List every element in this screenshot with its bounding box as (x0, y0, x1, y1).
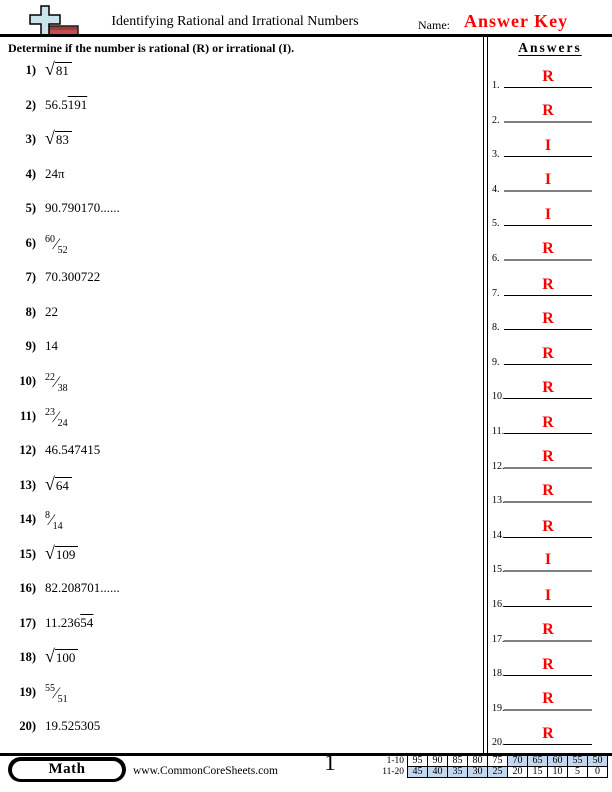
problem-row (8, 338, 468, 366)
fraction-numerator: 8 (45, 510, 50, 522)
problem-row (8, 373, 468, 401)
answer-number: 3. (492, 149, 500, 161)
answer-number: 1. (492, 80, 500, 91)
subject-badge-label: Math (11, 760, 123, 780)
problem-number: 15) (19, 546, 36, 561)
problem-row (8, 646, 468, 677)
problem-row (8, 442, 468, 470)
answer-value: R (542, 517, 554, 535)
score-cell: 30 (467, 766, 488, 778)
answer-row (488, 578, 612, 610)
answer-number: 12. (492, 460, 505, 472)
answer-blank-line (504, 206, 592, 226)
problem-row (8, 128, 468, 159)
fraction-denominator: 52 (57, 244, 68, 256)
answer-value: R (542, 240, 554, 257)
score-cell: 10 (547, 766, 568, 778)
answer-value: R (542, 414, 554, 431)
problem-number: 2) (25, 97, 36, 112)
answer-value: R (542, 656, 554, 674)
fraction-denominator: 38 (57, 382, 68, 394)
problem-number: 10) (19, 373, 36, 388)
score-cell: 65 (527, 755, 548, 767)
answer-value: R (542, 379, 554, 397)
radical-sign-icon: √ (45, 473, 55, 494)
answer-list (488, 0, 612, 753)
problem-number: 18) (19, 650, 36, 665)
answer-row (488, 370, 612, 403)
answer-number: 10. (492, 391, 505, 403)
problem-row (8, 511, 468, 539)
website-url: www.CommonCoreSheets.com (133, 765, 278, 777)
answer-blank-line (504, 690, 592, 711)
problem-expression (45, 646, 78, 667)
answer-value: I (544, 206, 552, 224)
problem-number: 1) (25, 63, 36, 77)
problem-number: 16) (19, 581, 36, 596)
problem-expression (45, 510, 63, 533)
problem-number: 17) (19, 615, 36, 630)
problem-number: 4) (25, 166, 36, 181)
problem-expression: 82.208701...... (45, 580, 120, 596)
answer-blank-line (504, 276, 592, 296)
fraction-numerator: 55 (45, 682, 55, 694)
score-cell: 85 (447, 755, 468, 767)
answer-row (488, 128, 612, 161)
page-title: Identifying Rational and Irrational Numbers (111, 14, 359, 29)
answer-value: R (542, 447, 554, 465)
answer-blank-line (504, 414, 592, 434)
score-cell: 75 (487, 755, 508, 767)
answer-number: 6. (492, 253, 500, 264)
answer-number: 5. (492, 218, 500, 230)
fraction-denominator: 14 (52, 521, 63, 533)
problem-number: 14) (19, 512, 36, 527)
score-cell: 40 (427, 766, 448, 778)
answer-row (488, 682, 612, 714)
score-cell: 60 (547, 755, 568, 767)
problem-row (8, 97, 468, 125)
problem-row (8, 615, 468, 643)
problem-number: 19) (19, 684, 36, 699)
problem-number: 20) (19, 719, 36, 734)
page-number: 1 (324, 750, 336, 775)
problem-expression: 24π (45, 165, 65, 181)
answer-blank-line (504, 171, 592, 192)
answer-row (488, 405, 612, 437)
answer-blank-line (504, 448, 592, 469)
instruction-text: Determine if the number is rational (R) or irrational (I). (8, 41, 295, 55)
score-cell: 45 (407, 766, 428, 778)
radical-sign-icon: √ (45, 59, 55, 79)
problem-expression: 90.790170...... (45, 200, 120, 216)
answer-row (488, 613, 612, 645)
answer-row (488, 440, 612, 472)
answer-row (488, 301, 612, 334)
answer-row (488, 197, 612, 230)
fraction-numerator: 60 (45, 233, 55, 245)
answer-row (488, 509, 612, 541)
problem-number: 12) (19, 443, 36, 458)
problem-expression (45, 542, 78, 563)
answer-row (488, 474, 612, 507)
fraction-numerator: 23 (45, 406, 55, 418)
answer-row (488, 163, 612, 195)
radical-sign-icon: √ (45, 128, 55, 149)
problem-row (8, 166, 468, 194)
problem-row (8, 542, 468, 574)
problem-row (8, 580, 468, 608)
score-cell: 90 (427, 755, 448, 767)
fraction-slash: ⁄ (55, 684, 58, 702)
radicand: 109 (55, 546, 79, 562)
score-cell: 50 (587, 755, 608, 767)
problem-expression (45, 371, 68, 394)
problem-expression: 22 (45, 303, 58, 319)
name-label: Name: (418, 18, 450, 32)
score-cell: 5 (567, 766, 588, 778)
radicand: 83 (55, 131, 72, 147)
score-cell: 20 (507, 766, 528, 778)
decimal-prefix: 11.236 (45, 614, 81, 630)
answer-number: 11. (492, 426, 505, 437)
problem-expression (45, 97, 87, 113)
answer-number: 14. (492, 529, 505, 541)
problem-number: 13) (19, 477, 36, 492)
answer-value: R (542, 689, 554, 707)
radicand: 64 (55, 477, 72, 493)
problem-number: 9) (25, 339, 36, 354)
problem-expression (45, 473, 72, 494)
answer-number: 4. (492, 183, 500, 195)
radicand: 100 (55, 649, 79, 665)
answer-value: R (542, 68, 554, 85)
answer-value: I (544, 551, 552, 569)
answer-blank-line (504, 656, 592, 676)
fraction-slash: ⁄ (55, 408, 58, 426)
answer-value: I (544, 587, 552, 604)
answer-value: R (542, 275, 554, 293)
fraction-slash: ⁄ (55, 235, 58, 253)
answer-number: 19. (492, 702, 505, 714)
problem-expression: 70.300722 (45, 269, 101, 285)
problem-number: 7) (25, 270, 36, 285)
answer-key-text: Answer Key (464, 11, 569, 31)
problem-row (8, 304, 468, 332)
fraction-slash: ⁄ (50, 512, 53, 530)
answer-blank-line (504, 68, 592, 88)
score-cell: 15 (527, 766, 548, 778)
answer-blank-line (504, 725, 592, 745)
score-cell: 55 (567, 755, 588, 767)
answer-row (488, 267, 612, 299)
problem-expression (45, 128, 72, 149)
problem-number: 6) (25, 235, 36, 250)
answer-blank-line (504, 310, 592, 330)
problem-expression (45, 233, 68, 256)
fraction-denominator: 51 (57, 693, 68, 705)
answer-blank-line (504, 482, 592, 503)
score-cell: 25 (487, 766, 508, 778)
problem-expression: 14 (45, 338, 58, 354)
answer-number: 2. (492, 114, 500, 126)
answer-number: 13. (492, 495, 505, 507)
answer-value: R (542, 101, 554, 119)
answer-row (488, 336, 612, 368)
answer-blank-line (504, 551, 592, 572)
answer-value: R (542, 344, 554, 362)
answer-row (488, 716, 612, 749)
score-range-label: 11-20 (382, 767, 404, 777)
answer-blank-line (504, 621, 592, 642)
decimal-prefix: 56.5 (45, 96, 68, 112)
answer-number: 17. (492, 633, 505, 645)
problem-expression (45, 406, 68, 429)
fraction-numerator: 22 (45, 371, 55, 383)
problem-row (8, 408, 468, 436)
score-cell: 0 (587, 766, 608, 778)
answer-row (488, 543, 612, 576)
answer-number: 9. (492, 356, 500, 368)
problem-number: 11) (20, 408, 36, 423)
answer-value: R (542, 310, 554, 328)
answer-value: R (542, 620, 554, 638)
answer-blank-line (504, 587, 592, 607)
answer-value: I (544, 170, 552, 188)
problem-row (8, 473, 468, 505)
radical-sign-icon: √ (45, 542, 55, 563)
problem-row (8, 269, 468, 297)
problem-number: 8) (25, 304, 36, 319)
answer-blank-line (504, 102, 592, 123)
answer-number: 18. (492, 668, 505, 680)
problem-expression: 19.525305 (45, 718, 101, 734)
answer-number: 7. (492, 287, 500, 299)
problem-row (8, 684, 468, 712)
answer-number: 8. (492, 322, 500, 334)
score-cell: 95 (407, 755, 428, 767)
problem-number: 3) (25, 132, 36, 147)
answers-heading: Answers (518, 40, 582, 55)
problem-expression: 46.547415 (45, 442, 101, 458)
answer-row (488, 59, 612, 91)
score-cell: 80 (467, 755, 488, 767)
fraction-denominator: 24 (57, 417, 68, 429)
score-cell: 35 (447, 766, 468, 778)
subject-badge (8, 757, 126, 782)
answer-row (488, 94, 612, 126)
answer-blank-line (504, 240, 592, 261)
answer-row (488, 647, 612, 680)
repeating-digits: 54 (80, 614, 94, 630)
answer-value: I (544, 137, 552, 155)
score-range-label: 1-10 (386, 756, 404, 766)
answer-value: R (542, 725, 554, 743)
repeating-digits: 191 (67, 96, 88, 112)
answer-blank-line (504, 518, 592, 538)
problem-row (8, 200, 468, 228)
answer-blank-line (504, 137, 592, 157)
answer-blank-line (504, 345, 592, 365)
score-table (372, 756, 608, 778)
answer-number: 16. (492, 599, 505, 610)
answer-number: 20. (492, 737, 505, 749)
problem-row (8, 59, 468, 90)
problem-number: 5) (25, 201, 36, 216)
problem-expression (45, 682, 68, 705)
answer-number: 15. (492, 564, 505, 576)
fraction-slash: ⁄ (55, 373, 58, 391)
problem-expression (45, 615, 93, 631)
problem-expression (45, 59, 72, 79)
answer-value: R (542, 482, 554, 500)
answer-row (488, 232, 612, 264)
radicand: 81 (55, 62, 72, 78)
radical-sign-icon: √ (45, 646, 55, 667)
problem-row (8, 718, 468, 746)
score-cell: 70 (507, 755, 528, 767)
answer-blank-line (504, 379, 592, 399)
problem-row (8, 235, 468, 263)
